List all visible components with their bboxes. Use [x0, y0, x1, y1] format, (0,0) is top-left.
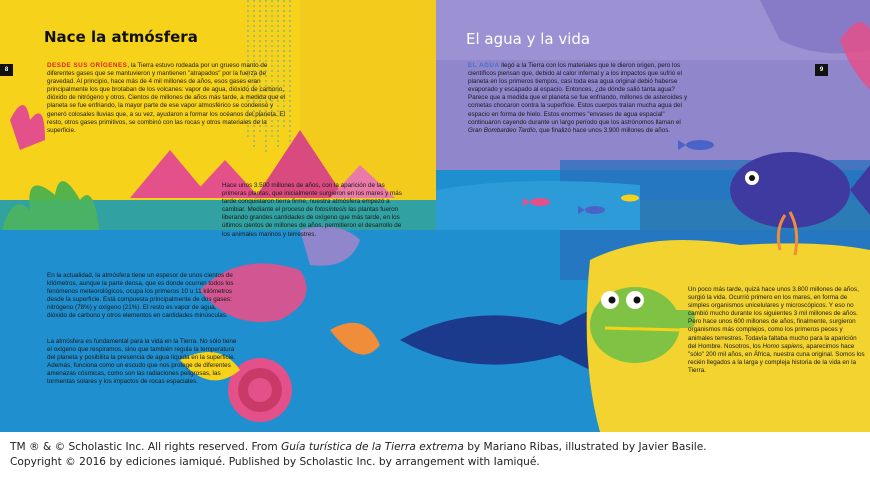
photosynthesis-post: las plantas fueron liberando grandes cantidades de oxígeno que más tarde, en los últimos cientos de millones de años, permitieron el desarrollo de los animales marinos y terrestres. — [222, 206, 402, 238]
water-term: Gran Bombardeo Tardío — [468, 126, 536, 134]
intro-body: , la Tierra estuvo rodeada por un grueso manto de diferentes gases que se mantuvieron y mantienen "atrapados" por la fuerza de gravedad. Al principio, hace más de 4 mil millones de años, esos gases eran principalmente los que brotaban de los volcanes: vapor de agua, dióxido de carbono, dióxido de nitrógeno y otros. Cientos de millones de años más tarde, a medida que el planeta se fue enfriando, la mayor parte de ese vapor atmosférico se condensó y generó colosales lluvias que, a su vez, ayudaron a formar los océanos del planeta. El resto, otros gases primitivos, se combinó con las rocas y otros materiales de la superficie. — [47, 62, 286, 134]
photosynthesis-term: fotosíntesis — [314, 206, 347, 214]
photosynthesis-paragraph — [222, 182, 402, 239]
credit-line2: Copyright © 2016 by ediciones iamiqué. Published by Scholastic Inc. by arrangement with Iamiqué. — [10, 455, 540, 468]
photosynthesis-pre: Hace unos 3.500 millones de años, con la aparición de las primeras plantas, que inicialmente surgieron en los mares y más tarde conquistaron tierra firme, nuestra atmósfera empezó a cambiar. Mediante el proceso de — [222, 182, 402, 214]
left-page-number: 8 — [0, 64, 13, 76]
right-page-number: 9 — [815, 64, 828, 76]
intro-lead: DESDE SUS ORÍGENES — [47, 62, 128, 69]
evolution-post: , aparecimos hace "sólo" 200 mil años, en África, nuestra cuna original. Somos los recién llegados a la larga y compleja historia de la vida en la Tierra. — [688, 342, 865, 374]
evolution-pre: Un poco más tarde, quizá hace unos 3.800 millones de años, surgió la vida. Ocurrió primero en los mares, en forma de simples organismos unicelulares y microscópicos. Y eso no cambió mucho durante los siguientes 3 mil millones de años. Pero hace unos 600 millones de años, finalmente, surgieron organismos más complejos, como los primeros peces y animales terrestres. Todavía faltaba mucho para la aparición del Hombre. Nosotros, los — [688, 286, 859, 350]
credit-line1-pre: TM ® & © Scholastic Inc. All rights reserved. From — [10, 441, 282, 453]
credit-line1-post: by Mariano Ribas, illustrated by Javier Basile. — [463, 441, 707, 453]
water-paragraph — [468, 62, 690, 135]
left-page-title: Nace la atmósfera — [44, 28, 198, 46]
copyright-credit — [10, 440, 870, 469]
atmosphere-today-paragraph: En la actualidad, la atmósfera tiene un espesor de unos cientos de kilómetros, aunque la parte densa, que es donde ocurren todos los fenómenos meteorológicos, ocupa los primeros 10 u 11 kilómetros desde la superficie. Está compuesta principalmente de dos gases: nitrógeno (78%) y oxígeno (21%). El resto es vapor de agua, dióxido de carbono y otros elementos en cantidades minúsculas. — [47, 272, 234, 320]
water-post: , que finalizó hace unos 3.900 millones de años. — [535, 126, 671, 134]
life-evolution-paragraph — [688, 286, 866, 375]
water-pre: llegó a la Tierra con los materiales que le dieron origen, pero los científicos piensan que, debido al calor infernal y a los impactos que sufrió el planeta en los primeros tiempos, casi toda esa agua original debió haberse evaporado y escapado al espacio. Entonces, ¿de dónde salió tanta agua? Parece que a medida que el planeta se fue enfriando, millones de asteroides y cometas chocaron contra la superficie. Estos cuerpos traían mucha agua del espacio en forma de hielo. Estos enormes "envases de agua espacial" continuaron cayendo durante un largo período que los astrónomos llaman el — [468, 62, 688, 126]
water-lead: EL AGUA — [468, 62, 500, 69]
atmosphere-intro-paragraph — [47, 62, 287, 135]
right-page-title: El agua y la vida — [466, 30, 591, 48]
atmosphere-life-paragraph: La atmósfera es fundamental para la vida en la Tierra. No sólo tiene el oxígeno que respiramos, sino que también regula la temperatura del planeta y posibilita la presencia de agua líquida en la superficie. Además, funciona como un escudo que nos protege de diferentes amenazas cósmicas, como son las radiaciones peligrosas, las tormentas solares y los impactos de rocas espaciales. — [47, 338, 237, 386]
credit-book-title: Guía turística de la Tierra extrema — [281, 441, 464, 453]
evolution-term: Homo sapiens — [762, 342, 803, 350]
